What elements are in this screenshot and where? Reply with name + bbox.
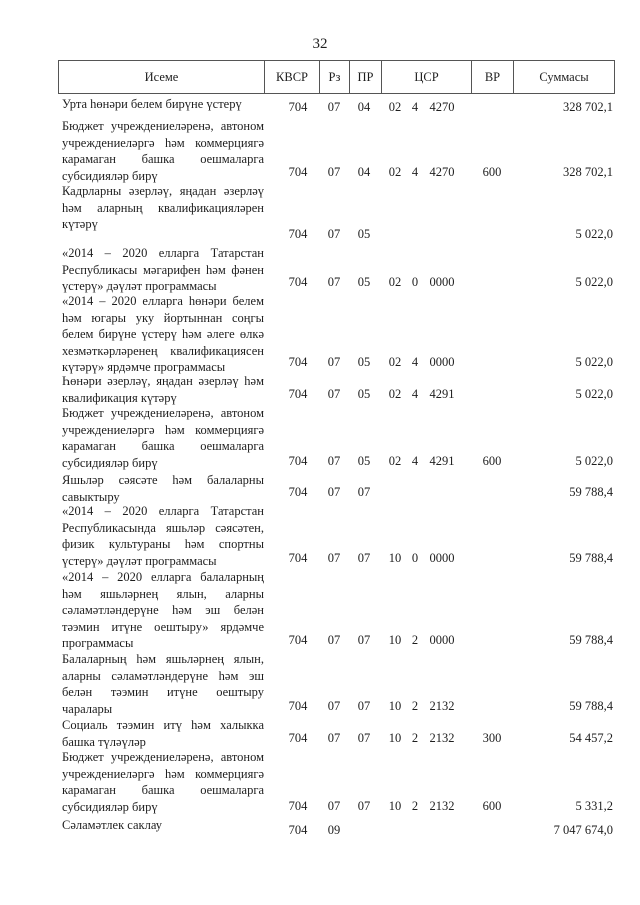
row-name-line: Кадрларны әзерләү, яңадан әзерләү	[62, 184, 264, 198]
cell-csr-subprogram: 4	[411, 454, 419, 468]
cell-csr-program: 02	[388, 454, 402, 468]
row-name-line: субсидияләр бирү	[62, 455, 158, 470]
cell-csr-subprogram: 4	[411, 165, 419, 179]
cell-vr	[478, 632, 506, 649]
row-name-line: Бюджет учреждениеләренә, автоном	[62, 750, 264, 764]
cell-kvsr: 704	[288, 100, 308, 114]
cell-csr-program: 10	[388, 731, 402, 745]
cell-pr: 07	[357, 633, 371, 647]
row-name-line: чаралары	[62, 701, 113, 716]
row-name	[62, 245, 264, 295]
cell-rz: 07	[327, 355, 341, 369]
cell-kvsr: 704	[288, 355, 308, 369]
row-name	[62, 373, 264, 406]
row-name	[62, 118, 264, 184]
cell-sum: 5 331,2	[575, 799, 613, 813]
cell-kvsr: 704	[288, 799, 308, 813]
cell-rz: 07	[327, 227, 341, 241]
cell-vr: 300	[482, 731, 502, 745]
cell-rz: 07	[327, 551, 341, 565]
cell-csr-code: 0000	[429, 633, 455, 647]
cell-kvsr: 704	[288, 633, 308, 647]
cell-csr-subprogram: 4	[411, 387, 419, 401]
cell-sum: 59 788,4	[569, 633, 613, 647]
row-name-line: физик культураны һәм спортны	[62, 537, 264, 552]
cell-csr-program: 10	[388, 699, 402, 713]
row-name-line: учреждениеләргә һәм коммерциягә	[62, 422, 264, 437]
cell-pr: 07	[357, 731, 371, 745]
cell-sum: 59 788,4	[569, 699, 613, 713]
table-row	[58, 470, 615, 504]
row-name-line: Социаль тәэмин итү һәм халыкка	[62, 718, 264, 732]
cell-csr-subprogram	[408, 822, 422, 839]
row-name-line: үстерү» дәүләт программасы	[62, 553, 217, 568]
row-name-line: «2014 – 2020 елларга Татарстан	[62, 246, 264, 260]
row-name	[62, 749, 264, 815]
row-name-line: Урта һөнәри белем бирүне үстерү	[62, 97, 242, 111]
cell-sum: 5 022,0	[575, 387, 613, 401]
row-name-line: күтәрү» ярдәмче программасы	[62, 360, 226, 375]
row-name	[62, 503, 264, 569]
cell-kvsr: 704	[288, 227, 308, 241]
header-rz: Рз	[320, 61, 350, 93]
cell-vr	[478, 698, 506, 715]
cell-kvsr: 704	[288, 731, 308, 745]
cell-csr-code	[426, 484, 458, 501]
cell-rz: 07	[327, 454, 341, 468]
cell-pr: 05	[357, 275, 371, 289]
row-name-line: Бюджет учреждениеләренә, автоном	[62, 406, 264, 420]
cell-vr	[478, 354, 506, 371]
cell-pr: 04	[357, 165, 371, 179]
cell-sum: 5 022,0	[575, 275, 613, 289]
cell-csr-code: 4291	[429, 387, 455, 401]
cell-csr-code: 2132	[429, 731, 455, 745]
row-name-line: квалификация күтәрү	[62, 390, 177, 405]
table-row	[58, 715, 615, 747]
cell-kvsr: 704	[288, 454, 308, 468]
cell-sum: 5 022,0	[575, 454, 613, 468]
cell-csr-code: 0000	[429, 551, 455, 565]
cell-rz: 07	[327, 699, 341, 713]
row-name	[62, 717, 264, 750]
cell-csr-subprogram: 0	[411, 551, 419, 565]
cell-csr-program	[385, 484, 405, 501]
row-name-line: һәм яшьләрнең ялын, аларны	[62, 586, 264, 601]
cell-vr	[478, 386, 506, 403]
cell-csr-subprogram: 4	[411, 355, 419, 369]
row-name	[62, 96, 264, 113]
table-row	[58, 94, 615, 116]
cell-vr: 600	[482, 799, 502, 813]
cell-pr: 04	[357, 100, 371, 114]
cell-pr: 05	[357, 355, 371, 369]
cell-vr	[478, 99, 506, 116]
row-name-line: күтәрү	[62, 217, 98, 232]
cell-csr-subprogram: 2	[411, 699, 419, 713]
row-name	[62, 817, 264, 834]
table-row	[58, 403, 615, 470]
cell-csr-program: 10	[388, 551, 402, 565]
cell-csr-subprogram: 2	[411, 633, 419, 647]
page-number: 32	[312, 36, 328, 52]
row-name	[62, 651, 264, 717]
row-name-line: «2014 – 2020 елларга балаларның	[62, 570, 264, 584]
row-name-line: белем бирүне үстерү һәм әлеге өлкә	[62, 327, 264, 342]
row-name-line: субсидияләр бирү	[62, 799, 158, 814]
cell-csr-code	[426, 226, 458, 243]
row-name-line: карамаган башка оешмаларга	[62, 152, 264, 167]
cell-csr-subprogram: 2	[411, 731, 419, 745]
cell-csr-subprogram	[408, 484, 422, 501]
header-kvsr: КВСР	[265, 61, 320, 93]
row-name-line: карамаган башка оешмаларга	[62, 783, 264, 798]
row-name-line: карамаган башка оешмаларга	[62, 439, 264, 454]
row-name-line: һәм аларның квалификацияләрен	[62, 200, 264, 215]
row-name-line: сәламәтләндерүне һәм эш белән	[62, 603, 264, 618]
cell-csr-subprogram: 2	[411, 799, 419, 813]
cell-pr: 07	[357, 799, 371, 813]
table-row	[58, 747, 615, 815]
cell-csr-subprogram	[408, 226, 422, 243]
cell-sum: 54 457,2	[569, 731, 613, 745]
cell-pr	[352, 822, 376, 839]
table-row	[58, 243, 615, 294]
cell-sum: 328 702,1	[563, 100, 613, 114]
table-body	[58, 94, 615, 839]
cell-csr-code: 4291	[429, 454, 455, 468]
cell-pr: 07	[357, 551, 371, 565]
row-name-line: Бюджет учреждениеләренә, автоном	[62, 119, 264, 133]
cell-rz: 07	[327, 799, 341, 813]
cell-csr-program: 02	[388, 355, 402, 369]
row-name-line: үстерү» дәүләт программасы	[62, 279, 217, 294]
cell-sum: 59 788,4	[569, 485, 613, 499]
table-header	[58, 60, 615, 94]
cell-rz: 07	[327, 485, 341, 499]
cell-pr: 05	[357, 227, 371, 241]
cell-csr-program: 02	[388, 387, 402, 401]
cell-kvsr: 704	[288, 485, 308, 499]
row-name-line: Республикасы мәгарифен һәм фәнен	[62, 262, 264, 277]
row-name-line: һәм югары уку йортыннан соңгы	[62, 310, 264, 325]
cell-csr-code: 0000	[429, 355, 455, 369]
cell-kvsr: 704	[288, 551, 308, 565]
cell-sum: 328 702,1	[563, 165, 613, 179]
row-name-line: «2014 – 2020 елларга һөнәри белем	[62, 294, 264, 308]
cell-sum: 5 022,0	[575, 355, 613, 369]
row-name-line: «2014 – 2020 елларга Татарстан	[62, 504, 264, 518]
cell-kvsr: 704	[288, 275, 308, 289]
row-name-line: башка түләүләр	[62, 734, 146, 749]
row-name-line: хезмәткәрләренең квалификациясен	[62, 343, 264, 358]
cell-rz: 07	[327, 731, 341, 745]
row-name-line: учреждениеләргә һәм коммерциягә	[62, 766, 264, 781]
row-name-line: тәэмин итүне оештыру» ярдәмче	[62, 619, 264, 634]
cell-pr: 07	[357, 485, 371, 499]
table-row	[58, 815, 615, 839]
cell-csr-program: 02	[388, 165, 402, 179]
cell-csr-code: 2132	[429, 699, 455, 713]
table-row	[58, 501, 615, 567]
header-pr: ПР	[350, 61, 382, 93]
row-name-line: субсидияләр бирү	[62, 168, 158, 183]
cell-vr	[478, 226, 506, 243]
cell-kvsr: 704	[288, 823, 308, 837]
table-row	[58, 567, 615, 649]
cell-csr-program	[385, 822, 405, 839]
row-name-line: савыктыру	[62, 489, 120, 504]
cell-sum: 59 788,4	[569, 551, 613, 565]
header-sum: Суммасы	[539, 70, 589, 84]
cell-csr-program: 10	[388, 633, 402, 647]
cell-rz: 07	[327, 100, 341, 114]
cell-pr: 05	[357, 387, 371, 401]
row-name-line: Республикасында яшьләр сәясәтен,	[62, 520, 264, 535]
cell-csr-code: 4270	[429, 100, 455, 114]
cell-vr: 600	[482, 165, 502, 179]
cell-rz: 07	[327, 633, 341, 647]
cell-rz: 07	[327, 275, 341, 289]
cell-csr-program: 02	[388, 100, 402, 114]
row-name-line: Һөнәри әзерләү, яңадан әзерләү һәм	[62, 374, 264, 388]
header-vr: ВР	[472, 61, 514, 93]
header-name: Исеме	[59, 61, 265, 93]
table-row	[58, 181, 615, 243]
row-name	[62, 293, 264, 376]
cell-csr-program	[385, 226, 405, 243]
row-name-line: Сәламәтлек саклау	[62, 818, 162, 832]
cell-vr	[478, 550, 506, 567]
cell-vr	[478, 484, 506, 501]
cell-pr: 05	[357, 454, 371, 468]
cell-csr-program: 02	[388, 275, 402, 289]
cell-vr	[478, 822, 506, 839]
cell-csr-subprogram: 0	[411, 275, 419, 289]
cell-csr-code: 0000	[429, 275, 455, 289]
cell-rz: 07	[327, 387, 341, 401]
row-name	[62, 569, 264, 652]
row-name-line: программасы	[62, 636, 134, 651]
cell-csr-code: 2132	[429, 799, 455, 813]
table-row	[58, 291, 615, 375]
table-row	[58, 371, 615, 403]
row-name-line: Яшьләр сәясәте һәм балаларны	[62, 473, 264, 487]
cell-kvsr: 704	[288, 165, 308, 179]
row-name-line: аларны сәламәтләндерүне һәм эш	[62, 668, 264, 683]
cell-sum: 5 022,0	[575, 227, 613, 241]
cell-csr-program: 10	[388, 799, 402, 813]
cell-kvsr: 704	[288, 699, 308, 713]
row-name	[62, 183, 264, 233]
row-name-line: Балаларның һәм яшьләрнең ялын,	[62, 652, 264, 666]
cell-csr-code	[426, 822, 458, 839]
table-row	[58, 649, 615, 715]
table-row	[58, 116, 615, 181]
row-name-line: учреждениеләргә һәм коммерциягә	[62, 135, 264, 150]
cell-csr-subprogram: 4	[411, 100, 419, 114]
row-name	[62, 405, 264, 471]
cell-rz: 07	[327, 165, 341, 179]
header-csr: ЦСР	[382, 61, 472, 93]
cell-kvsr: 704	[288, 387, 308, 401]
row-name-line: белән тәэмин итүне оештыру	[62, 685, 264, 700]
cell-csr-code: 4270	[429, 165, 455, 179]
cell-rz: 09	[327, 823, 341, 837]
cell-vr	[478, 274, 506, 291]
cell-vr: 600	[482, 454, 502, 468]
cell-pr: 07	[357, 699, 371, 713]
cell-sum: 7 047 674,0	[553, 823, 613, 837]
